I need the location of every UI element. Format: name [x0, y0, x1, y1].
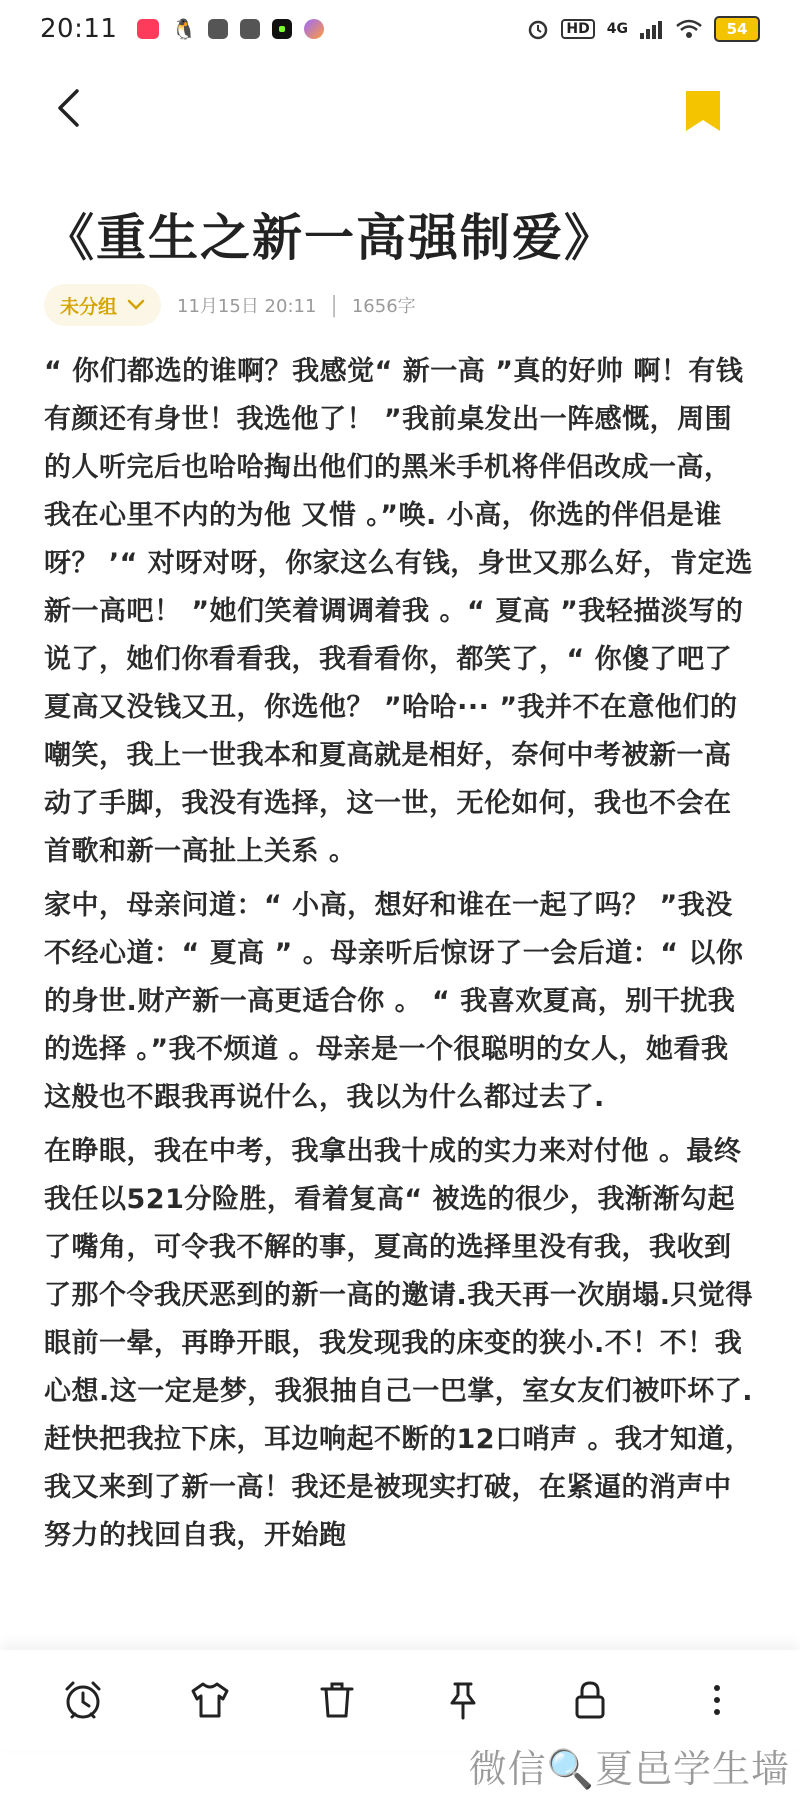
network-label: 4G	[606, 21, 628, 37]
theme-button[interactable]	[182, 1672, 238, 1728]
status-time: 20:11	[40, 14, 118, 44]
status-bar	[0, 0, 800, 58]
word-count: 1656字	[351, 296, 416, 317]
bookmark-icon	[684, 89, 722, 133]
pin-icon	[442, 1679, 484, 1721]
chevron-down-icon	[127, 299, 145, 311]
app-notification-icon	[137, 19, 159, 39]
qq-icon: 🐧	[171, 17, 197, 41]
note-body[interactable]	[44, 348, 756, 1648]
hd-badge: HD	[561, 19, 594, 39]
battery-indicator: 54	[714, 16, 760, 42]
reminder-button[interactable]	[55, 1672, 111, 1728]
more-vertical-icon	[696, 1679, 738, 1721]
note-meta	[44, 284, 416, 326]
app-notification-icon	[304, 19, 324, 39]
note-date: 11月15日 20:11	[177, 296, 317, 317]
status-left	[40, 14, 324, 44]
bookmark-button[interactable]	[684, 89, 722, 133]
app-notification-icon	[272, 19, 292, 39]
status-right	[527, 16, 760, 42]
watermark: 微信🔍夏邑学生墙	[468, 1747, 790, 1791]
delete-button[interactable]	[309, 1672, 365, 1728]
lock-button[interactable]	[562, 1672, 618, 1728]
alarm-clock-icon	[62, 1679, 104, 1721]
alarm-status-icon	[527, 18, 549, 40]
note-paragraph: “ 你们都选的谁啊？我感觉“ 新一高 ”真的好帅 啊！有钱有颜还有身世！我选他了！ ”我前桌发出一阵感慨，周围的人听完后也哈哈掏出他们的黑米手机将伴侣改成一高，我在心里不内的为他 又惜 。”唤. 小高，你选的伴侣是谁呀？ ’“ 对呀对呀，你家这么有钱，身世又那么好，肯定选新一高吧！ ”她们笑着调调着我 。“ 夏高 ”我轻描淡写的说了，她们你看看我，我看看你，都笑了，“ 你傻了吧了夏高又没钱又丑，你选他？ ”哈哈··· ”我并不在意他们的嘲笑，我上一世我本和夏高就是相好，奈何中考被新一高动了手脚，我没有选择，这一世，无伦如何，我也不会在首歌和新一高扯上关系 。	[44, 356, 753, 867]
note-paragraph: 在睁眼，我在中考，我拿出我十成的实力来对付他 。最终我任以521分险胜，看着复高“ 被选的很少，我渐渐勾起了嘴角，可令我不解的事，夏高的选择里没有我，我收到了那个令我厌恶到的新一高的邀请.我天再一次崩塌.只觉得眼前一晕，再睁开眼，我发现我的床变的狭小.不！不！我心想.这一定是梦，我狠抽自己一巴掌，室女友们被吓坏了.赶快把我拉下床，耳边响起不断的12口哨声 。我才知道，我又来到了新一高！我还是被现实打破，在紧逼的消声中努力的找回自我，开始跑	[44, 1136, 754, 1551]
app-notification-icon	[240, 19, 260, 39]
note-paragraph: 家中，母亲问道：“ 小高，想好和谁在一起了吗？ ”我没不经心道：“ 夏高 ” 。母亲听后惊讶了一会后道：“ 以你的身世.财产新一高更适合你 。 “ 我喜欢夏高，别干扰我的选择 。”我不烦道 。母亲是一个很聪明的女人，她看我这般也不跟我再说什么，我以为什么都过去了.	[44, 890, 744, 1113]
bottom-toolbar	[0, 1650, 800, 1750]
signal-icon	[640, 19, 664, 39]
wifi-icon	[676, 19, 702, 39]
folder-label: 未分组	[60, 295, 118, 318]
app-notification-icon	[208, 19, 228, 39]
meta-separator: |	[330, 292, 338, 318]
trash-icon	[316, 1679, 358, 1721]
shirt-icon	[189, 1679, 231, 1721]
more-button[interactable]	[689, 1672, 745, 1728]
folder-selector[interactable]	[44, 284, 161, 326]
lock-icon	[569, 1679, 611, 1721]
note-title[interactable]: 《重生之新一高强制爱》	[44, 209, 616, 267]
chevron-left-icon	[55, 88, 81, 128]
back-button[interactable]	[48, 86, 88, 130]
pin-button[interactable]	[435, 1672, 491, 1728]
